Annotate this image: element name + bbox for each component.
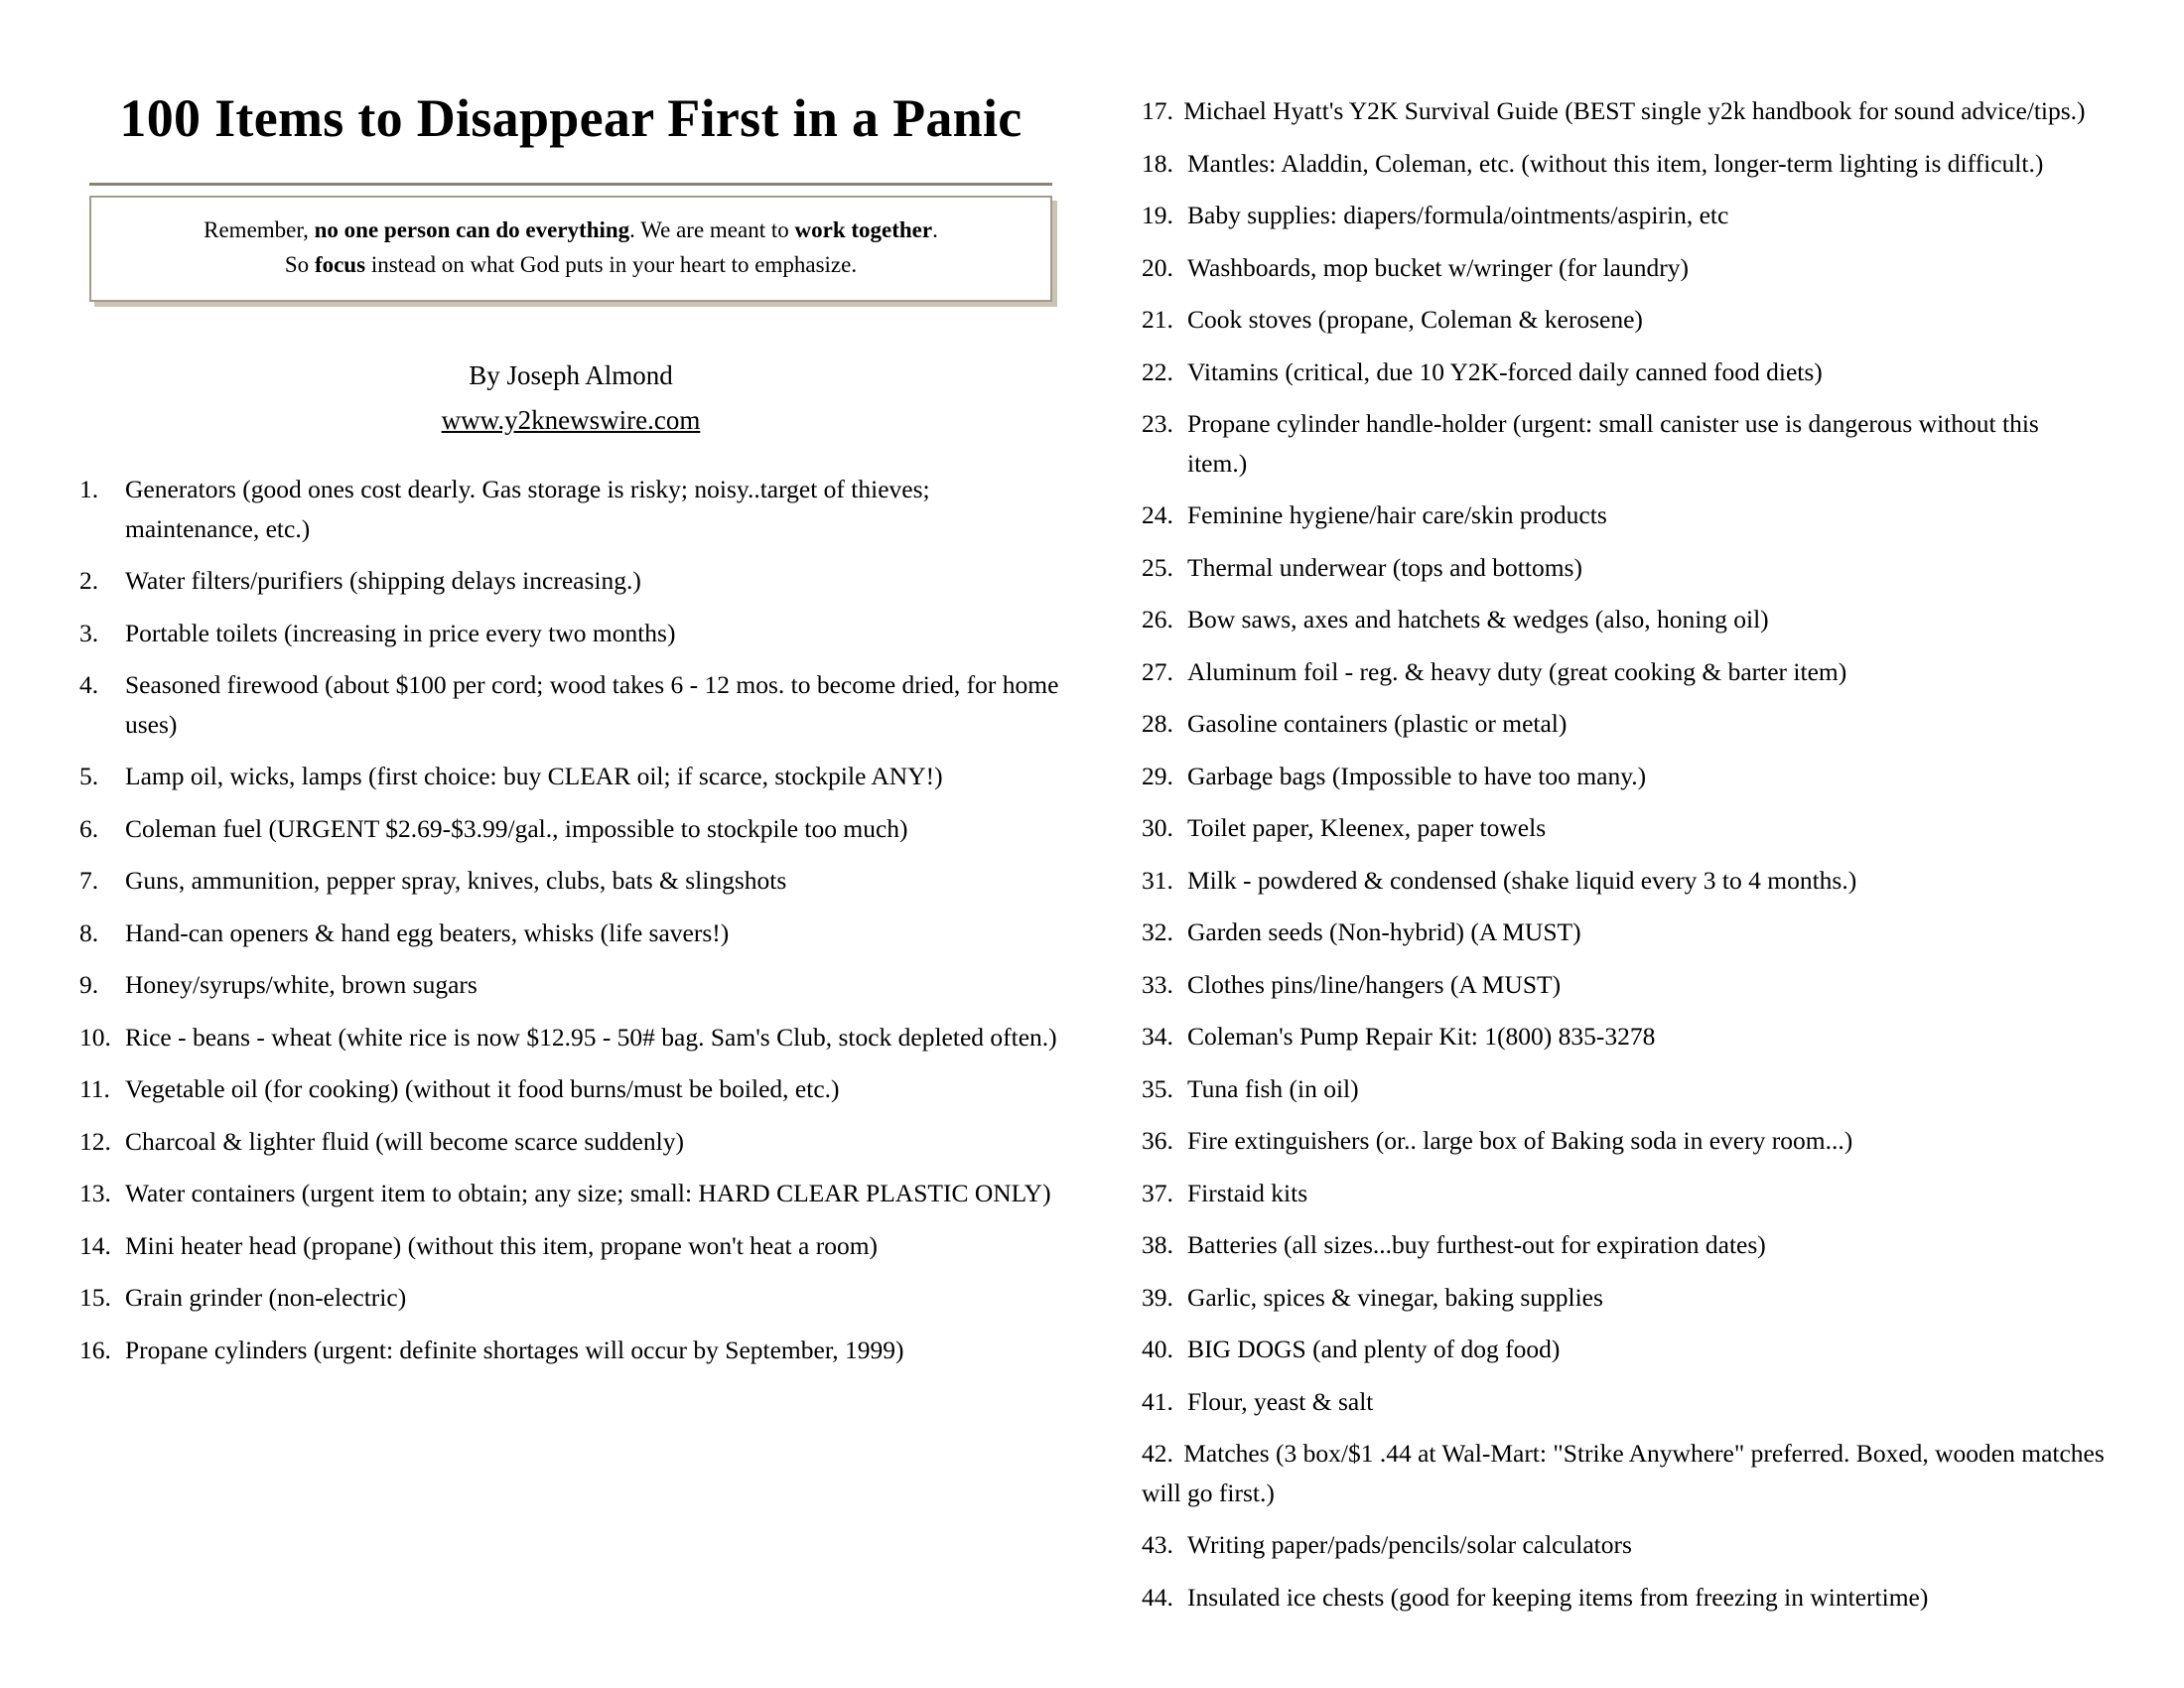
- list-item-text: Water containers (urgent item to obtain; any size; small: HARD CLEAR PLASTIC ONLY): [125, 1179, 1051, 1208]
- list-item-text: BIG DOGS (and plenty of dog food): [1187, 1335, 1561, 1364]
- list-item-number: 8.: [79, 917, 99, 947]
- list-item: [1142, 300, 2105, 340]
- list-item-text: Mini heater head (propane) (without this item, propane won't heat a room): [125, 1230, 879, 1260]
- title-divider: [89, 183, 1052, 186]
- list-item: [79, 809, 1062, 849]
- list-item: [1142, 1382, 2105, 1422]
- list-item: [79, 1174, 1062, 1213]
- quote-text-e: instead on what God puts in your heart to emphasize.: [365, 251, 858, 277]
- list-item-number: 10.: [79, 1022, 111, 1052]
- list-item: [1142, 861, 2105, 901]
- author-name: By Joseph Almond: [469, 360, 673, 391]
- list-item-number: 3.: [79, 618, 99, 647]
- list-item-text: Propane cylinders (urgent: definite shortages will occur by September, 1999): [125, 1335, 904, 1364]
- quote-bold-a: no one person can do everything: [314, 217, 630, 243]
- list-item-number: 30.: [1142, 813, 1173, 843]
- list-item-text: Aluminum foil - reg. & heavy duty (great cooking & barter item): [1187, 656, 1847, 686]
- list-item: [79, 757, 1062, 796]
- list-item-number: 22.: [1142, 356, 1173, 386]
- list-item-number: 12.: [79, 1126, 111, 1156]
- item-list-right: [1142, 91, 2105, 1617]
- list-item-number: 29.: [1142, 761, 1173, 790]
- list-item: [1142, 1225, 2105, 1265]
- list-item-number: 42.: [1142, 1439, 1173, 1469]
- source-url: www.y2knewswire.com: [441, 404, 701, 435]
- list-item-text: Garbage bags (Impossible to have too many.): [1187, 761, 1647, 790]
- list-item: [79, 1018, 1062, 1057]
- list-item-text: Rice - beans - wheat (white rice is now $12.95 - 50# bag. Sam's Club, stock depleted often.): [125, 1022, 1057, 1052]
- list-item: [79, 1226, 1062, 1266]
- list-item-number: 37.: [1142, 1178, 1173, 1207]
- list-item: [1142, 1069, 2105, 1109]
- list-item-number: 16.: [79, 1335, 111, 1364]
- list-item-text: Matches (3 box/$1 .44 at Wal-Mart: "Strike Anywhere" preferred. Boxed, wooden matches will go first.): [1142, 1439, 2105, 1507]
- byline-block: [79, 355, 1062, 440]
- list-item: [1142, 1174, 2105, 1213]
- list-item-number: 41.: [1142, 1386, 1173, 1416]
- list-item: [79, 861, 1062, 901]
- list-item-text: Tuna fish (in oil): [1187, 1073, 1359, 1103]
- list-item-number: 24.: [1142, 500, 1173, 530]
- quote-bold-c: focus: [314, 251, 366, 277]
- list-item-text: Feminine hygiene/hair care/skin products: [1187, 500, 1607, 530]
- list-item: [79, 470, 1062, 548]
- list-item-text: Guns, ammunition, pepper spray, knives, clubs, bats & slingshots: [125, 866, 787, 896]
- list-item: [79, 1331, 1062, 1370]
- list-item-number: 31.: [1142, 865, 1173, 895]
- list-item-text: Propane cylinder handle-holder (urgent: small canister use is dangerous without this item.): [1187, 409, 2039, 478]
- list-item: [1142, 196, 2105, 235]
- list-item-text: Gasoline containers (plastic or metal): [1187, 709, 1568, 739]
- list-item-text: Generators (good ones cost dearly. Gas storage is risky; noisy..target of thieves; maintenance, etc.): [125, 475, 930, 543]
- list-item-number: 26.: [1142, 605, 1173, 634]
- list-item-number: 17.: [1142, 96, 1173, 125]
- quote-text-b: . We are meant to: [629, 217, 795, 243]
- list-item: [1142, 1434, 2105, 1512]
- list-item-text: Garlic, spices & vinegar, baking supplies: [1187, 1282, 1603, 1312]
- list-item-text: Bow saws, axes and hatchets & wedges (also, honing oil): [1187, 605, 1769, 634]
- list-item-number: 36.: [1142, 1126, 1173, 1156]
- list-item: [79, 614, 1062, 653]
- list-item-number: 23.: [1142, 409, 1173, 439]
- right-column: [1092, 60, 2105, 1629]
- list-item-number: 38.: [1142, 1230, 1173, 1260]
- item-list-left: [79, 470, 1062, 1369]
- list-item-number: 14.: [79, 1230, 111, 1260]
- list-item: [1142, 495, 2105, 535]
- list-item-text: Grain grinder (non-electric): [125, 1283, 407, 1313]
- list-item: [79, 965, 1062, 1005]
- list-item-number: 15.: [79, 1283, 111, 1313]
- list-item-number: 33.: [1142, 969, 1173, 999]
- list-item-number: 27.: [1142, 656, 1173, 686]
- page-title: 100 Items to Disappear First in a Panic: [119, 88, 1023, 148]
- list-item: [1142, 548, 2105, 588]
- pull-quote-box: [89, 196, 1052, 302]
- list-item: [79, 1278, 1062, 1318]
- list-item-text: Insulated ice chests (good for keeping items from freezing in wintertime): [1187, 1582, 1929, 1612]
- list-item-text: Michael Hyatt's Y2K Survival Guide (BEST single y2k handbook for sound advice/tips.): [1176, 96, 2086, 125]
- list-item-text: Coleman fuel (URGENT $2.69-$3.99/gal., impossible to stockpile too much): [125, 813, 908, 843]
- list-item-number: 44.: [1142, 1582, 1173, 1612]
- list-item-text: Vegetable oil (for cooking) (without it food burns/must be boiled, etc.): [125, 1074, 840, 1104]
- list-item: [1142, 404, 2105, 483]
- quote-bold-b: work together: [794, 217, 933, 243]
- list-item-text: Flour, yeast & salt: [1187, 1386, 1374, 1416]
- list-item-text: Water filters/purifiers (shipping delays increasing.): [125, 566, 641, 596]
- list-item: [1142, 704, 2105, 744]
- list-item-number: 9.: [79, 970, 99, 1000]
- list-item: [1142, 913, 2105, 952]
- list-item-number: 1.: [79, 475, 99, 504]
- list-item-number: 28.: [1142, 709, 1173, 739]
- list-item-text: Seasoned firewood (about $100 per cord; wood takes 6 - 12 mos. to become dried, for home uses): [125, 670, 1059, 739]
- list-item-text: Portable toilets (increasing in price every two months): [125, 618, 676, 647]
- list-item-text: Washboards, mop bucket w/wringer (for laundry): [1187, 252, 1689, 282]
- list-item-text: Charcoal & lighter fluid (will become scarce suddenly): [125, 1126, 684, 1156]
- list-item: [1142, 1330, 2105, 1369]
- list-item-text: Garden seeds (Non-hybrid) (A MUST): [1187, 917, 1581, 947]
- list-item-text: Baby supplies: diapers/formula/ointments/aspirin, etc: [1187, 201, 1729, 230]
- list-item-number: 2.: [79, 566, 99, 596]
- list-item-text: Writing paper/pads/pencils/solar calculators: [1187, 1530, 1632, 1560]
- list-item-text: Thermal underwear (tops and bottoms): [1187, 552, 1582, 582]
- list-item: [79, 561, 1062, 601]
- list-item: [79, 1122, 1062, 1162]
- list-item: [1142, 600, 2105, 639]
- list-item-number: 32.: [1142, 917, 1173, 947]
- list-item-number: 43.: [1142, 1530, 1173, 1560]
- list-item: [1142, 1121, 2105, 1161]
- list-item-text: Clothes pins/line/hangers (A MUST): [1187, 969, 1562, 999]
- list-item-number: 19.: [1142, 201, 1173, 230]
- list-item-text: Milk - powdered & condensed (shake liquid every 3 to 4 months.): [1187, 865, 1857, 895]
- list-item-text: Batteries (all sizes...buy furthest-out for expiration dates): [1187, 1230, 1766, 1260]
- list-item: [1142, 808, 2105, 848]
- pull-quote-line-2: [109, 248, 1032, 283]
- list-item-number: 18.: [1142, 148, 1173, 178]
- list-item: [1142, 1017, 2105, 1056]
- list-item: [1142, 757, 2105, 796]
- list-item-text: Lamp oil, wicks, lamps (first choice: buy CLEAR oil; if scarce, stockpile ANY!): [125, 762, 943, 791]
- list-item-text: Firstaid kits: [1187, 1178, 1308, 1207]
- list-item-number: 11.: [79, 1074, 110, 1104]
- list-item: [1142, 248, 2105, 288]
- list-item-number: 39.: [1142, 1282, 1173, 1312]
- list-item-number: 21.: [1142, 305, 1173, 335]
- list-item: [1142, 1525, 2105, 1565]
- list-item: [79, 914, 1062, 953]
- list-item-number: 35.: [1142, 1073, 1173, 1103]
- list-item-number: 20.: [1142, 252, 1173, 282]
- list-item-number: 13.: [79, 1179, 111, 1208]
- list-item: [79, 1069, 1062, 1109]
- list-item-text: Hand-can openers & hand egg beaters, whisks (life savers!): [125, 917, 730, 947]
- list-item-number: 6.: [79, 813, 99, 843]
- list-item-number: 4.: [79, 670, 99, 700]
- list-item-text: Honey/syrups/white, brown sugars: [125, 970, 478, 1000]
- list-item-text: Coleman's Pump Repair Kit: 1(800) 835-3278: [1187, 1022, 1656, 1052]
- pull-quote-line-1: [109, 213, 1032, 248]
- list-item: [1142, 652, 2105, 692]
- quote-text-a: Remember,: [204, 217, 315, 243]
- list-item-number: 40.: [1142, 1335, 1173, 1364]
- list-item-number: 25.: [1142, 552, 1173, 582]
- list-item-number: 5.: [79, 762, 99, 791]
- list-item-number: 34.: [1142, 1022, 1173, 1052]
- list-item-text: Vitamins (critical, due 10 Y2K-forced daily canned food diets): [1187, 356, 1823, 386]
- list-item-text: Mantles: Aladdin, Coleman, etc. (without this item, longer-term lighting is difficult.): [1187, 148, 2044, 178]
- quote-text-d: So: [284, 251, 315, 277]
- list-item-number: 7.: [79, 866, 99, 896]
- list-item-text: Toilet paper, Kleenex, paper towels: [1187, 813, 1547, 843]
- list-item: [1142, 144, 2105, 184]
- list-item: [79, 665, 1062, 744]
- list-item-text: Cook stoves (propane, Coleman & kerosene): [1187, 305, 1643, 335]
- list-item: [1142, 1578, 2105, 1618]
- list-item: [1142, 965, 2105, 1005]
- list-item: [1142, 91, 2105, 131]
- list-item: [1142, 352, 2105, 392]
- list-item: [1142, 1278, 2105, 1318]
- list-item-text: Fire extinguishers (or.. large box of Baking soda in every room...): [1187, 1126, 1853, 1156]
- left-column: [79, 60, 1092, 1382]
- quote-text-c: .: [932, 217, 938, 243]
